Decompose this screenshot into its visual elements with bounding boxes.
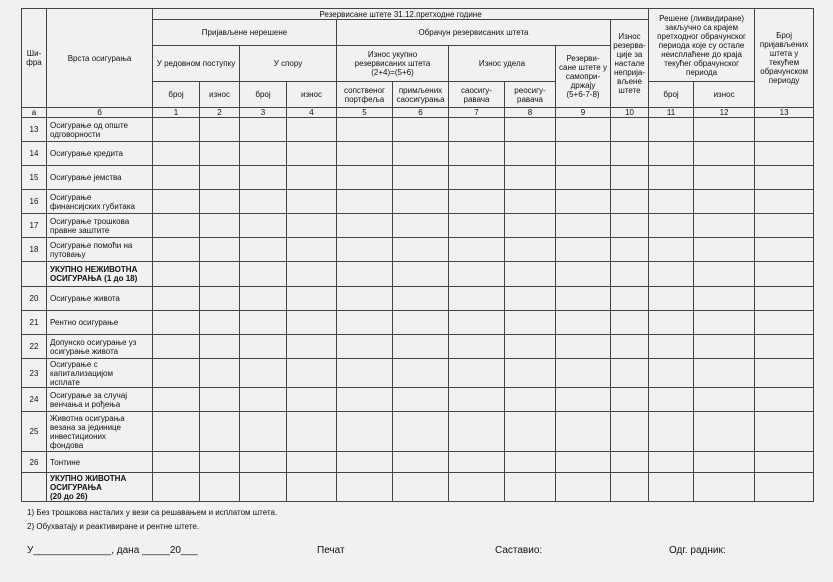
row-insurance-type: Животна осигурања везана за јединице инвестиционих фондова [47,412,153,452]
value-cell[interactable] [449,238,505,262]
value-cell[interactable] [449,311,505,335]
value-cell[interactable] [649,287,694,311]
column-number: 4 [287,108,337,118]
table-row [22,311,814,335]
header-own-portfolio: сопственог портфеља [337,82,393,108]
value-cell[interactable] [240,118,287,142]
value-cell[interactable] [611,335,649,359]
row-code: 21 [22,311,47,335]
value-cell[interactable] [449,190,505,214]
value-cell[interactable] [200,359,240,388]
column-number: б [47,108,153,118]
value-cell[interactable] [240,214,287,238]
value-cell[interactable] [337,452,393,473]
row-insurance-type: Осигурање финансијских губитака [47,190,153,214]
value-cell[interactable] [240,190,287,214]
column-number: 11 [649,108,694,118]
value-cell[interactable] [200,388,240,412]
value-cell[interactable] [153,311,200,335]
value-cell[interactable] [393,359,449,388]
value-cell[interactable] [755,262,814,287]
header-ibnr: Износ резерва- ције за настале неприја- вљене штете [611,20,649,108]
value-cell[interactable] [449,118,505,142]
value-cell[interactable] [649,166,694,190]
value-cell[interactable] [287,262,337,287]
header-reserved: Резервисане штете 31.12.претходне године [153,9,649,20]
row-code [22,473,47,502]
value-cell[interactable] [240,262,287,287]
value-cell[interactable] [153,335,200,359]
value-cell[interactable] [153,262,200,287]
value-cell[interactable] [611,238,649,262]
value-cell[interactable] [337,262,393,287]
value-cell[interactable] [337,214,393,238]
value-cell[interactable] [240,287,287,311]
value-cell[interactable] [393,190,449,214]
value-cell[interactable] [611,190,649,214]
value-cell[interactable] [556,262,611,287]
header-broj-settled: број [649,82,694,108]
value-cell[interactable] [649,452,694,473]
value-cell[interactable] [694,335,755,359]
value-cell[interactable] [153,287,200,311]
value-cell[interactable] [611,452,649,473]
value-cell[interactable] [393,412,449,452]
value-cell[interactable] [505,142,556,166]
value-cell[interactable] [611,142,649,166]
table-row [22,412,814,452]
value-cell[interactable] [287,166,337,190]
table-body [22,108,814,502]
value-cell[interactable] [694,166,755,190]
responsible-person-label: Одг. радник: [669,545,726,556]
value-cell[interactable] [449,412,505,452]
value-cell[interactable] [694,262,755,287]
value-cell[interactable] [337,311,393,335]
table-row [22,388,814,412]
value-cell[interactable] [694,311,755,335]
value-cell[interactable] [505,238,556,262]
value-cell[interactable] [393,238,449,262]
stamp-label: Печат [317,545,345,556]
footnote-1: 1) Без трошкова насталих у вези са решавањем и исплатом штета. [27,508,278,517]
header-sifra: Ши- фра [22,9,47,108]
value-cell[interactable] [649,262,694,287]
value-cell[interactable] [240,412,287,452]
value-cell[interactable] [153,473,200,502]
value-cell[interactable] [694,388,755,412]
value-cell[interactable] [153,452,200,473]
value-cell[interactable] [755,473,814,502]
header-settled: Решене (ликвидиране) закључно са крајем претходног обрачунског периода које су остале неисплаћене до краја текућег обрачунског периода [649,9,755,82]
value-cell[interactable] [287,452,337,473]
value-cell[interactable] [200,238,240,262]
column-number: 12 [694,108,755,118]
value-cell[interactable] [649,118,694,142]
value-cell[interactable] [337,335,393,359]
header-coinsurers: саосигу- равача [449,82,505,108]
value-cell[interactable] [505,311,556,335]
value-cell[interactable] [287,238,337,262]
table-row [22,335,814,359]
value-cell[interactable] [556,214,611,238]
value-cell[interactable] [449,287,505,311]
header-broj-dispute: број [240,82,287,108]
value-cell[interactable] [393,166,449,190]
value-cell[interactable] [556,166,611,190]
value-cell[interactable] [755,388,814,412]
value-cell[interactable] [240,359,287,388]
value-cell[interactable] [337,359,393,388]
row-code: 25 [22,412,47,452]
value-cell[interactable] [200,142,240,166]
compiled-by-label: Саставио: [495,545,543,556]
value-cell[interactable] [200,335,240,359]
row-code: 13 [22,118,47,142]
header-reported: Пријављене нерешене [153,20,337,46]
value-cell[interactable] [240,311,287,335]
row-code [22,262,47,287]
value-cell[interactable] [649,388,694,412]
value-cell[interactable] [287,118,337,142]
value-cell[interactable] [694,359,755,388]
value-cell[interactable] [505,190,556,214]
value-cell[interactable] [755,335,814,359]
value-cell[interactable] [287,214,337,238]
value-cell[interactable] [337,118,393,142]
header-retention: Резерви- сане штете у самопри- држају (5+6-7-8) [556,46,611,108]
value-cell[interactable] [611,473,649,502]
value-cell[interactable] [153,238,200,262]
value-cell[interactable] [649,190,694,214]
value-cell[interactable] [694,142,755,166]
footnote-2: 2) Обухватају и реактивиране и рентне штете. [27,522,200,531]
value-cell[interactable] [287,142,337,166]
value-cell[interactable] [153,118,200,142]
table-row [22,142,814,166]
value-cell[interactable] [393,118,449,142]
value-cell[interactable] [337,142,393,166]
row-insurance-type: Осигурање јемства [47,166,153,190]
header-calc: Обрачун резервисаних штета [337,20,611,46]
value-cell[interactable] [755,142,814,166]
value-cell[interactable] [556,359,611,388]
value-cell[interactable] [611,166,649,190]
value-cell[interactable] [153,166,200,190]
table-row [22,190,814,214]
value-cell[interactable] [649,473,694,502]
value-cell[interactable] [287,287,337,311]
value-cell[interactable] [649,238,694,262]
row-insurance-type: Осигурање кредита [47,142,153,166]
value-cell[interactable] [337,190,393,214]
value-cell[interactable] [240,388,287,412]
value-cell[interactable] [200,412,240,452]
value-cell[interactable] [556,452,611,473]
insurance-claims-table [21,8,814,502]
value-cell[interactable] [287,359,337,388]
value-cell[interactable] [393,335,449,359]
value-cell[interactable] [694,412,755,452]
table-row [22,287,814,311]
header-iznos-dispute: износ [287,82,337,108]
value-cell[interactable] [240,142,287,166]
value-cell[interactable] [556,118,611,142]
value-cell[interactable] [153,214,200,238]
column-number: 13 [755,108,814,118]
row-insurance-type: Тонтине [47,452,153,473]
value-cell[interactable] [393,311,449,335]
value-cell[interactable] [755,214,814,238]
row-insurance-type: УКУПНО НЕЖИВОТНА ОСИГУРАЊА (1 до 18) [47,262,153,287]
value-cell[interactable] [755,190,814,214]
value-cell[interactable] [200,287,240,311]
row-code: 15 [22,166,47,190]
column-number: 3 [240,108,287,118]
value-cell[interactable] [694,452,755,473]
value-cell[interactable] [200,190,240,214]
value-cell[interactable] [153,412,200,452]
value-cell[interactable] [449,335,505,359]
value-cell[interactable] [755,166,814,190]
value-cell[interactable] [240,238,287,262]
value-cell[interactable] [556,412,611,452]
value-cell[interactable] [449,473,505,502]
value-cell[interactable] [649,412,694,452]
value-cell[interactable] [200,473,240,502]
value-cell[interactable] [449,452,505,473]
value-cell[interactable] [556,311,611,335]
header-iznos-settled: износ [694,82,755,108]
value-cell[interactable] [556,142,611,166]
value-cell[interactable] [449,166,505,190]
value-cell[interactable] [337,238,393,262]
value-cell[interactable] [337,388,393,412]
value-cell[interactable] [556,190,611,214]
row-insurance-type: Осигурање живота [47,287,153,311]
value-cell[interactable] [287,190,337,214]
value-cell[interactable] [200,311,240,335]
column-number-row [22,108,814,118]
value-cell[interactable] [556,238,611,262]
header-dispute: У спору [240,46,337,82]
value-cell[interactable] [649,311,694,335]
value-cell[interactable] [755,118,814,142]
table-row [22,473,814,502]
value-cell[interactable] [611,214,649,238]
table-row [22,359,814,388]
value-cell[interactable] [337,473,393,502]
table-row [22,238,814,262]
value-cell[interactable] [337,412,393,452]
value-cell[interactable] [393,142,449,166]
value-cell[interactable] [611,359,649,388]
value-cell[interactable] [393,287,449,311]
value-cell[interactable] [505,359,556,388]
column-number: 9 [556,108,611,118]
value-cell[interactable] [393,473,449,502]
value-cell[interactable] [449,142,505,166]
table-row [22,452,814,473]
value-cell[interactable] [240,452,287,473]
value-cell[interactable] [153,359,200,388]
column-number: а [22,108,47,118]
row-code: 20 [22,287,47,311]
value-cell[interactable] [505,412,556,452]
value-cell[interactable] [694,473,755,502]
row-code: 18 [22,238,47,262]
value-cell[interactable] [694,287,755,311]
value-cell[interactable] [153,142,200,166]
header-reinsurers: реосигу- равача [505,82,556,108]
header-regular: У редовном поступку [153,46,240,82]
row-insurance-type: Рентно осигурање [47,311,153,335]
value-cell[interactable] [649,359,694,388]
row-code: 23 [22,359,47,388]
value-cell[interactable] [200,452,240,473]
value-cell[interactable] [153,388,200,412]
row-insurance-type: Осигурање с капитализацијом исплате [47,359,153,388]
value-cell[interactable] [337,166,393,190]
column-number: 2 [200,108,240,118]
value-cell[interactable] [694,118,755,142]
value-cell[interactable] [449,262,505,287]
value-cell[interactable] [287,335,337,359]
value-cell[interactable] [611,287,649,311]
table-row [22,214,814,238]
footnotes [27,506,277,534]
header-iznos-regular: износ [200,82,240,108]
column-number: 8 [505,108,556,118]
value-cell[interactable] [755,311,814,335]
value-cell[interactable] [240,335,287,359]
row-insurance-type: Осигурање трошкова правне заштите [47,214,153,238]
value-cell[interactable] [694,214,755,238]
column-number: 5 [337,108,393,118]
value-cell[interactable] [240,166,287,190]
row-code: 22 [22,335,47,359]
value-cell[interactable] [755,412,814,452]
row-insurance-type: Осигурање од опште одговорности [47,118,153,142]
header-share-amount: Износ удела [449,46,556,82]
value-cell[interactable] [505,118,556,142]
value-cell[interactable] [556,287,611,311]
row-insurance-type: Осигурање помоћи на путовању [47,238,153,262]
header-count-reported: Број пријављених штета у текућем обрачунском периоду [755,9,814,108]
value-cell[interactable] [449,388,505,412]
header-total-amount: Износ укупно резервисаних штета (2+4)=(5+6) [337,46,449,82]
value-cell[interactable] [240,473,287,502]
value-cell[interactable] [611,412,649,452]
column-number: 1 [153,108,200,118]
value-cell[interactable] [556,335,611,359]
value-cell[interactable] [755,238,814,262]
row-insurance-type: Осигурање за случај венчања и рођења [47,388,153,412]
value-cell[interactable] [393,262,449,287]
row-code: 24 [22,388,47,412]
column-number: 7 [449,108,505,118]
row-insurance-type: УКУПНО ЖИВОТНА ОСИГУРАЊА (20 до 26) [47,473,153,502]
value-cell[interactable] [200,166,240,190]
value-cell[interactable] [449,359,505,388]
value-cell[interactable] [200,214,240,238]
header-received-coinsurance: примљених саосигурања [393,82,449,108]
value-cell[interactable] [505,166,556,190]
value-cell[interactable] [393,388,449,412]
value-cell[interactable] [611,388,649,412]
value-cell[interactable] [505,388,556,412]
row-code: 16 [22,190,47,214]
value-cell[interactable] [611,262,649,287]
value-cell[interactable] [449,214,505,238]
column-number: 6 [393,108,449,118]
value-cell[interactable] [649,214,694,238]
value-cell[interactable] [200,118,240,142]
row-code: 26 [22,452,47,473]
value-cell[interactable] [755,359,814,388]
value-cell[interactable] [556,388,611,412]
value-cell[interactable] [393,452,449,473]
value-cell[interactable] [694,238,755,262]
value-cell[interactable] [505,214,556,238]
row-insurance-type: Допунско осигурање уз осигурање живота [47,335,153,359]
value-cell[interactable] [694,190,755,214]
table-row [22,262,814,287]
value-cell[interactable] [505,452,556,473]
row-code: 17 [22,214,47,238]
value-cell[interactable] [287,388,337,412]
value-cell[interactable] [505,473,556,502]
value-cell[interactable] [337,287,393,311]
table-row [22,166,814,190]
value-cell[interactable] [755,287,814,311]
value-cell[interactable] [505,335,556,359]
value-cell[interactable] [611,118,649,142]
place-date-line: У______________, дана _____20___ [27,545,198,556]
value-cell[interactable] [287,473,337,502]
value-cell[interactable] [649,142,694,166]
value-cell[interactable] [153,190,200,214]
value-cell[interactable] [287,412,337,452]
value-cell[interactable] [505,262,556,287]
value-cell[interactable] [556,473,611,502]
value-cell[interactable] [611,311,649,335]
value-cell[interactable] [287,311,337,335]
table-row [22,118,814,142]
value-cell[interactable] [200,262,240,287]
header-broj-regular: број [153,82,200,108]
column-number: 10 [611,108,649,118]
header-vrsta: Врста осигурања [47,9,153,108]
value-cell[interactable] [393,214,449,238]
value-cell[interactable] [755,452,814,473]
value-cell[interactable] [505,287,556,311]
row-code: 14 [22,142,47,166]
value-cell[interactable] [649,335,694,359]
